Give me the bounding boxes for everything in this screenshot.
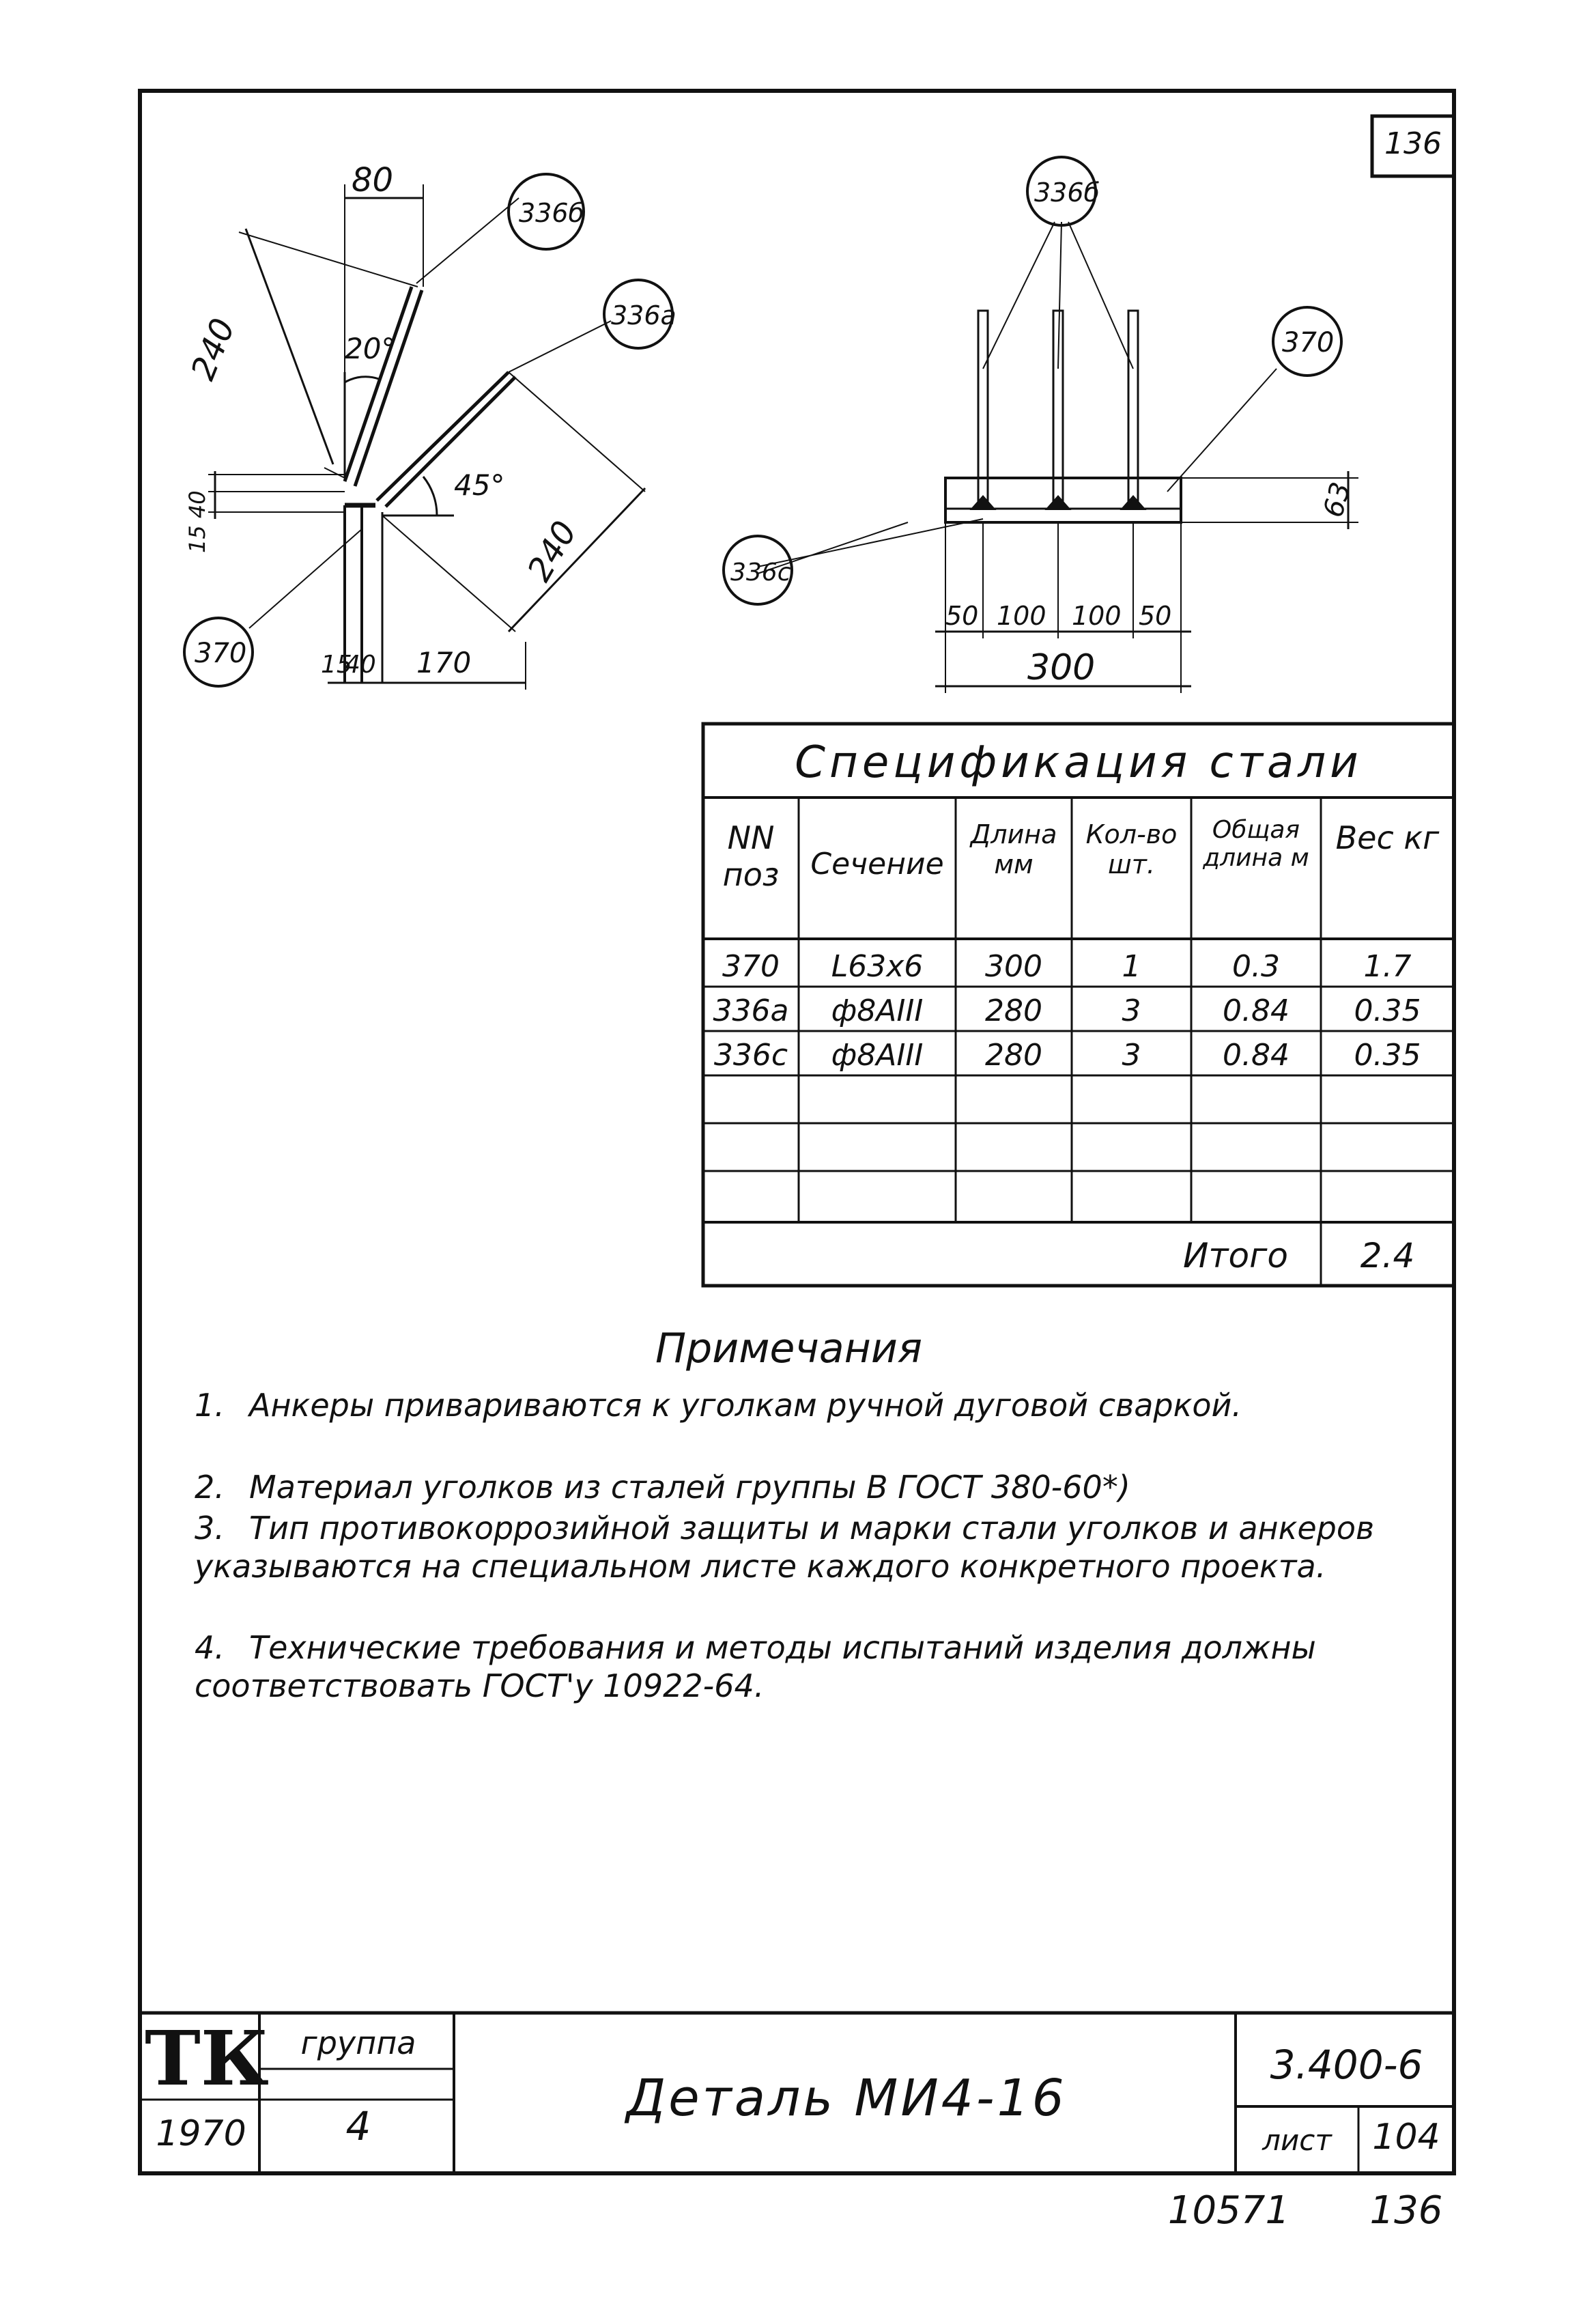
note-3-num: 3. <box>195 1510 225 1547</box>
spec-r3-section: ф8АIII <box>831 1038 924 1073</box>
spec-r1-section: L63x6 <box>831 949 924 984</box>
spec-r3-length: 280 <box>985 1038 1042 1073</box>
bottom-number-2: 136 <box>1369 2188 1443 2233</box>
dim-80: 80 <box>352 161 394 199</box>
spec-r2-section: ф8АIII <box>831 993 924 1028</box>
note-2-text: Материал уголков из сталей группы В ГОСТ 380-60*) <box>249 1469 1130 1506</box>
spec-r3-weight: 0.35 <box>1354 1038 1421 1073</box>
note-1-num: 1. <box>195 1387 225 1424</box>
spec-r2-qty: 3 <box>1122 993 1141 1028</box>
tk-logo: ТК <box>145 2014 269 2102</box>
dim-span-3: 100 <box>1072 601 1122 631</box>
dim-15-40: 15 40 <box>184 490 210 553</box>
spec-header-weight: Вес кг <box>1335 819 1440 856</box>
spec-header-pos: NN поз <box>722 819 780 893</box>
note-4-num: 4. <box>195 1629 225 1666</box>
spec-header-total-length: Общая длина м <box>1203 816 1309 872</box>
angle-20: 20° <box>345 332 396 365</box>
spec-r1-weight: 1.7 <box>1363 949 1412 984</box>
spec-header-section: Сечение <box>810 847 944 881</box>
note-4 <box>195 1628 1478 1705</box>
spec-r1-qty: 1 <box>1122 949 1141 984</box>
callout-336a: 336а <box>611 300 676 330</box>
dim-span-1: 50 <box>945 601 979 631</box>
callout-370-right: 370 <box>1282 327 1335 358</box>
tb-sheet-label: лист <box>1262 2123 1332 2157</box>
spec-r1-total-length: 0.3 <box>1232 949 1280 984</box>
note-2-num: 2. <box>195 1469 225 1506</box>
note-1-text: Анкеры привариваются к уголкам ручной дуговой сваркой. <box>249 1387 1242 1424</box>
dim-240-right: 240 <box>519 514 585 588</box>
spec-r1-length: 300 <box>985 949 1042 984</box>
note-4-text: Технические требования и методы испытаний изделия должны соответствовать ГОСТ'у 10922-64. <box>195 1629 1316 1704</box>
spec-r1-pos: 370 <box>722 949 780 984</box>
dim-240-left: 240 <box>184 313 243 386</box>
dim-span-4: 50 <box>1139 601 1172 631</box>
spec-header-qty: Кол-во шт. <box>1085 819 1178 879</box>
spec-table-title: Спецификация стали <box>795 737 1363 788</box>
left-view <box>184 174 672 690</box>
tb-group-label: группа <box>300 2024 416 2061</box>
sheet-frame <box>140 91 1454 2173</box>
note-3-text: Тип противокоррозийной защиты и марки стали уголков и анкеров указываются на специальном листе каждого конкретного проекта. <box>195 1510 1375 1585</box>
callout-336c: 336с <box>730 559 791 587</box>
spec-r2-total-length: 0.84 <box>1223 993 1289 1028</box>
dim-63: 63 <box>1317 479 1357 521</box>
dim-40: 40 <box>345 651 376 679</box>
bottom-number-1: 10571 <box>1167 2188 1290 2233</box>
spec-total-label: Итого <box>1183 1236 1288 1275</box>
note-2 <box>195 1468 1478 1506</box>
tb-series: 3.400-6 <box>1270 2042 1423 2088</box>
tb-group-value: 4 <box>345 2103 371 2149</box>
spec-header-length: Длина мм <box>970 819 1057 879</box>
callout-336b-right: 336б <box>1034 178 1100 208</box>
tb-year: 1970 <box>156 2113 246 2154</box>
spec-r3-total-length: 0.84 <box>1223 1038 1289 1073</box>
corner-sheet-number: 136 <box>1384 126 1442 161</box>
spec-r3-qty: 3 <box>1122 1038 1141 1073</box>
callout-336b-left: 336б <box>519 198 584 228</box>
tb-sheet-value: 104 <box>1372 2117 1440 2158</box>
spec-r2-length: 280 <box>985 993 1042 1028</box>
dim-total-300: 300 <box>1027 647 1096 688</box>
note-1 <box>195 1386 1478 1424</box>
dim-170: 170 <box>416 646 472 679</box>
angle-45: 45° <box>454 468 505 502</box>
spec-total-value: 2.4 <box>1360 1236 1415 1275</box>
notes-title: Примечания <box>655 1325 922 1372</box>
dim-15: 15 <box>321 651 352 679</box>
spec-r3-pos: 336с <box>713 1038 788 1073</box>
note-3 <box>195 1509 1478 1585</box>
spec-r2-pos: 336а <box>713 993 789 1028</box>
tb-title: Деталь МИ4-16 <box>626 2069 1067 2128</box>
spec-r2-weight: 0.35 <box>1354 993 1421 1028</box>
callout-370-left: 370 <box>195 638 247 669</box>
dim-span-2: 100 <box>997 601 1046 631</box>
